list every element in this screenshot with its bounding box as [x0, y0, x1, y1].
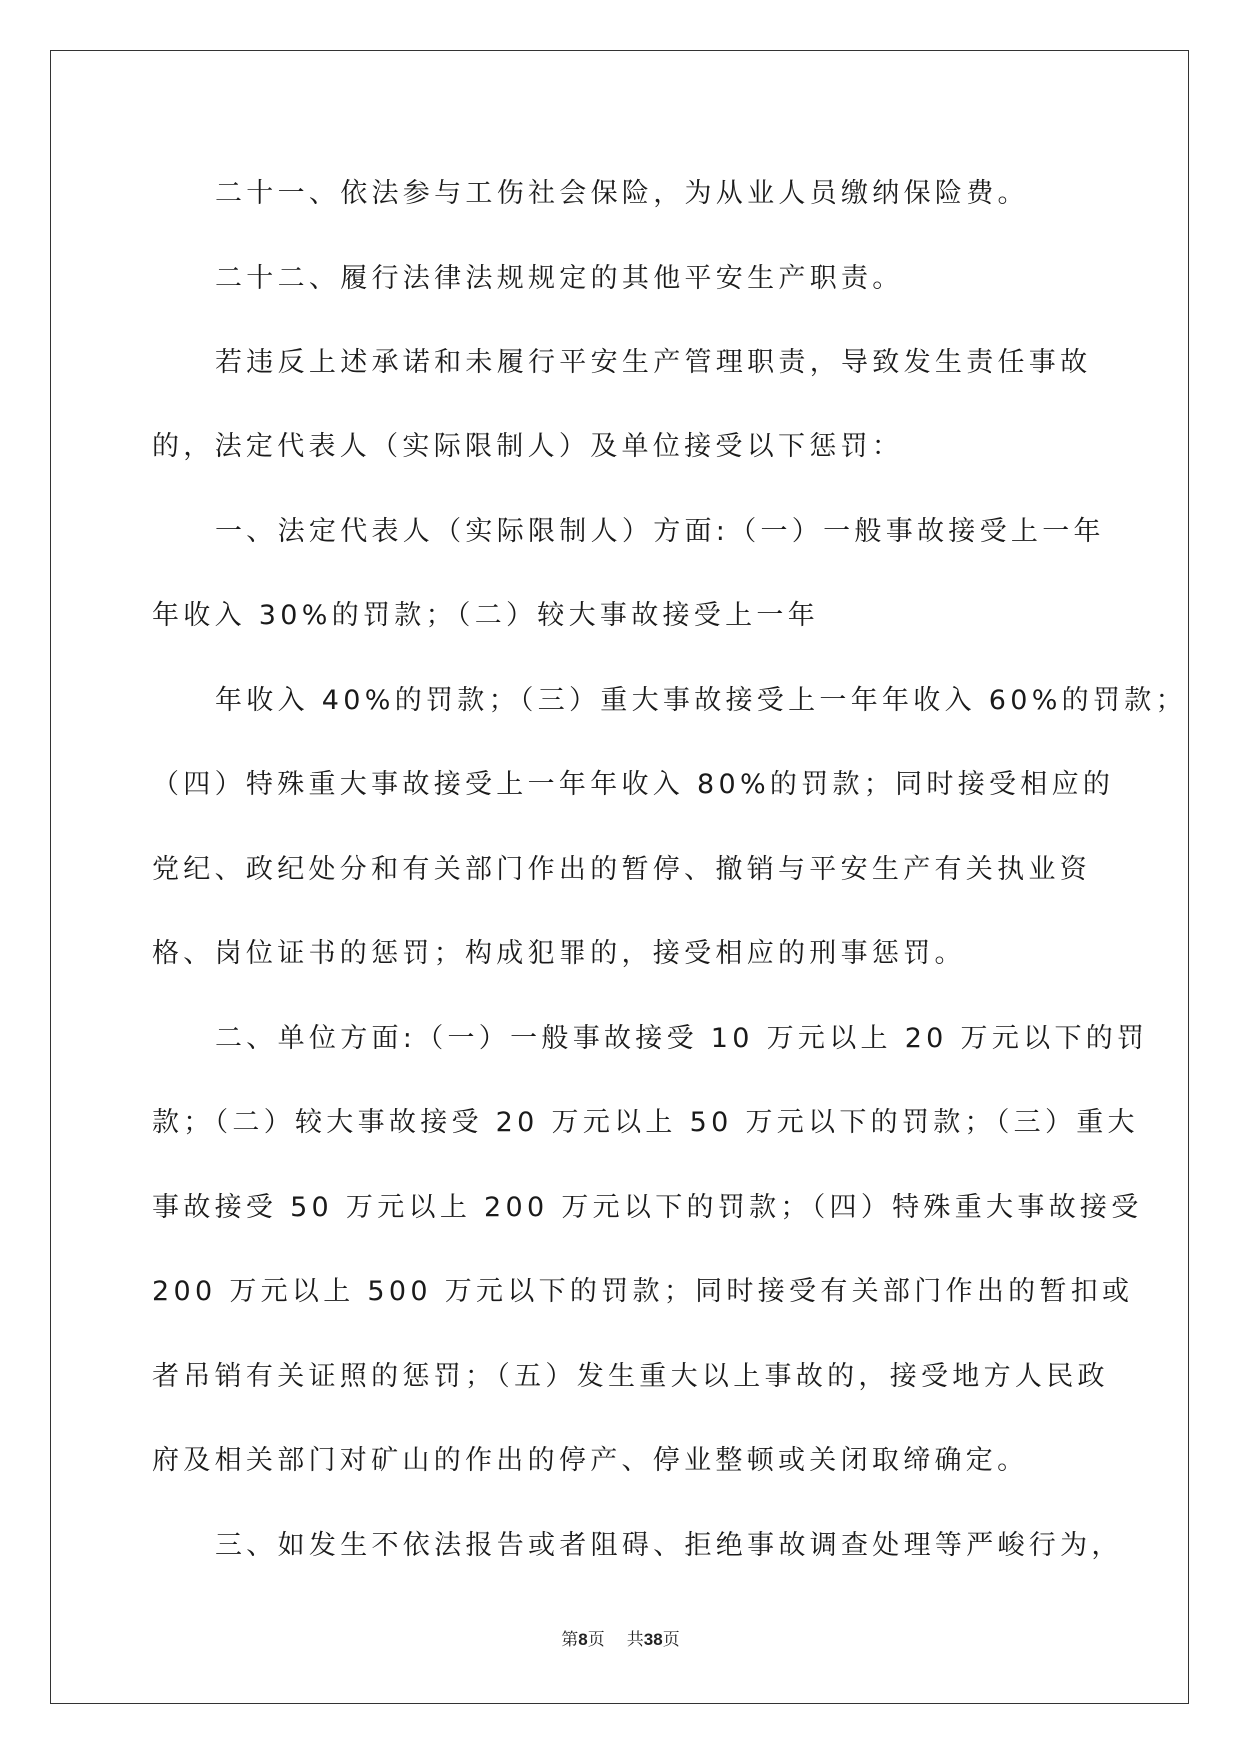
- paragraph-line: 的，法定代表人（实际限制人）及单位接受以下惩罚：: [152, 431, 904, 462]
- paragraph-line: 款；（二）较大事故接受 20 万元以上 50 万元以下的罚款；（三）重大: [152, 1107, 1139, 1138]
- paragraph-line: 党纪、政纪处分和有关部门作出的暂停、撤销与平安生产有关执业资: [152, 854, 1091, 885]
- paragraph-line: 年收入 30%的罚款；（二）较大事故接受上一年: [152, 600, 819, 631]
- paragraph-line: 二十二、履行法律法规规定的其他平安生产职责。: [215, 263, 904, 294]
- total-pages: 38: [643, 1630, 663, 1649]
- total-suffix: 页: [662, 1630, 680, 1650]
- paragraph-line: 二十一、依法参与工伤社会保险，为从业人员缴纳保险费。: [215, 178, 1029, 209]
- paragraph-line: （四）特殊重大事故接受上一年年收入 80%的罚款；同时接受相应的: [152, 769, 1115, 800]
- paragraph-line: 二、单位方面:（一）一般事故接受 10 万元以上 20 万元以下的罚: [215, 1023, 1149, 1054]
- paragraph-line: 者吊销有关证照的惩罚；（五）发生重大以上事故的，接受地方人民政: [152, 1361, 1109, 1392]
- page-suffix: 页: [587, 1630, 605, 1650]
- page-number: 8: [578, 1630, 588, 1649]
- page-prefix: 第: [561, 1630, 579, 1650]
- paragraph-line: 三、如发生不依法报告或者阻碍、拒绝事故调查处理等严峻行为，: [215, 1530, 1123, 1561]
- paragraph-line: 一、法定代表人（实际限制人）方面:（一）一般事故接受上一年: [215, 516, 1105, 547]
- paragraph-line: 府及相关部门对矿山的作出的停产、停业整顿或关闭取缔确定。: [152, 1445, 1029, 1476]
- paragraph-line: 事故接受 50 万元以上 200 万元以下的罚款；（四）特殊重大事故接受: [152, 1192, 1143, 1223]
- page-footer: [0, 1625, 1241, 1650]
- paragraph-line: 若违反上述承诺和未履行平安生产管理职责，导致发生责任事故: [215, 347, 1092, 378]
- paragraph-line: 200 万元以上 500 万元以下的罚款；同时接受有关部门作出的暂扣或: [152, 1276, 1134, 1307]
- paragraph-line: 年收入 40%的罚款；（三）重大事故接受上一年年收入 60%的罚款；: [215, 685, 1187, 716]
- paragraph-line: 格、岗位证书的惩罚；构成犯罪的，接受相应的刑事惩罚。: [152, 938, 966, 969]
- total-prefix: 共: [626, 1630, 644, 1650]
